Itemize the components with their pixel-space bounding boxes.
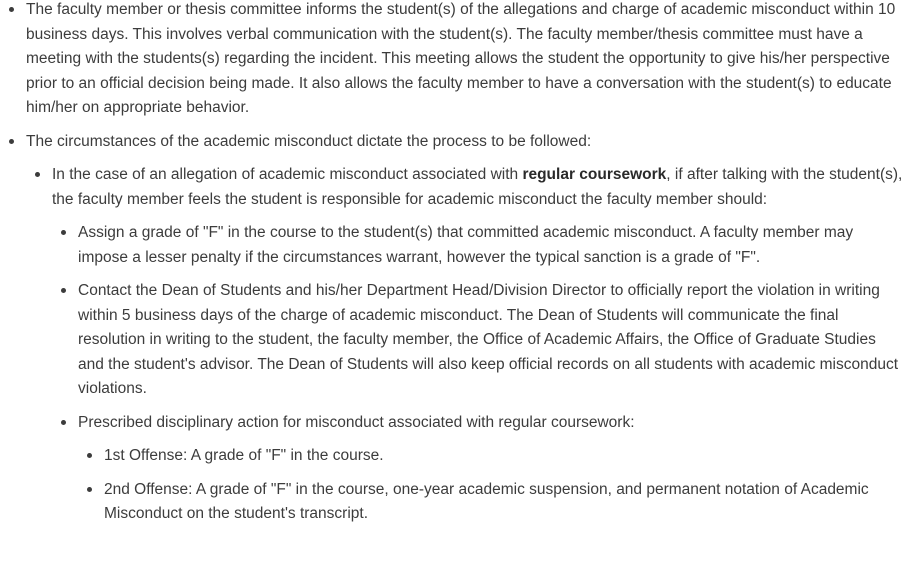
bullet-icon bbox=[87, 453, 92, 458]
list-item-prescribed bbox=[52, 411, 907, 527]
coursework-bold: regular coursework bbox=[522, 166, 667, 183]
circumstances-text: The circumstances of the academic misconduct dictate the process to be followed: bbox=[26, 132, 592, 150]
list-item-coursework bbox=[26, 163, 909, 527]
bullet-icon bbox=[61, 420, 66, 425]
assign-grade-text: Assign a grade of "F" in the course to the student(s) that committed academic misconduct. A faculty member may impose a lesser penalty if the circumstances warrant, however the typical sanction is a grade of "F". bbox=[78, 224, 854, 266]
bullet-icon bbox=[9, 139, 14, 144]
circumstances-sublist bbox=[26, 163, 909, 527]
bullet-icon bbox=[9, 7, 14, 12]
contact-dean-text: Contact the Dean of Students and his/her Department Head/Division Director to officially report the violation in writing within 5 business days of the charge of academic misconduct. The Dean of Students will communicate the final resolution in writing to the student, the faculty member, the Office of Academic Affairs, the Office of Graduate Studies and the student's advisor. The Dean of Students will also keep official records on all students with academic misconduct violations. bbox=[78, 282, 899, 397]
coursework-prefix: In the case of an allegation of academic misconduct associated with bbox=[52, 166, 523, 183]
list-item-contact-dean bbox=[52, 279, 907, 402]
prescribed-text: Prescribed disciplinary action for misconduct associated with regular coursework: bbox=[78, 413, 635, 431]
bullet-icon bbox=[61, 288, 66, 293]
second-offense-text: 2nd Offense: A grade of "F" in the course, one-year academic suspension, and permanent notation of Academic Misconduct on the student's transcript. bbox=[104, 480, 869, 522]
list-item-circumstances bbox=[0, 130, 913, 527]
coursework-sublist bbox=[52, 221, 907, 527]
list-item-assign-grade bbox=[52, 221, 907, 270]
bullet-icon bbox=[35, 172, 40, 177]
coursework-suffix: , if after talking with the student(s), the faculty member feels the student is responsible for academic misconduct the faculty member should: bbox=[52, 166, 903, 208]
list-item-first-offense bbox=[78, 444, 905, 469]
notify-text: The faculty member or thesis committee informs the student(s) of the allegations and charge of academic misconduct within 10 business days. This involves verbal communication with the student(s). The faculty member/thesis committee must have a meeting with the students(s) regarding the incident. This meeting allows the student the opportunity to give his/her perspective prior to an official decision being made. It also allows the faculty member to have a conversation with the student(s) to educate him/her on appropriate behavior. bbox=[26, 1, 896, 116]
bullet-icon bbox=[87, 487, 92, 492]
list-item-second-offense bbox=[78, 478, 905, 527]
list-item-notify bbox=[0, 0, 913, 121]
offense-sublist bbox=[78, 444, 905, 527]
bullet-icon bbox=[61, 230, 66, 235]
first-offense-text: 1st Offense: A grade of "F" in the course. bbox=[104, 447, 384, 464]
coursework-text bbox=[52, 166, 902, 208]
